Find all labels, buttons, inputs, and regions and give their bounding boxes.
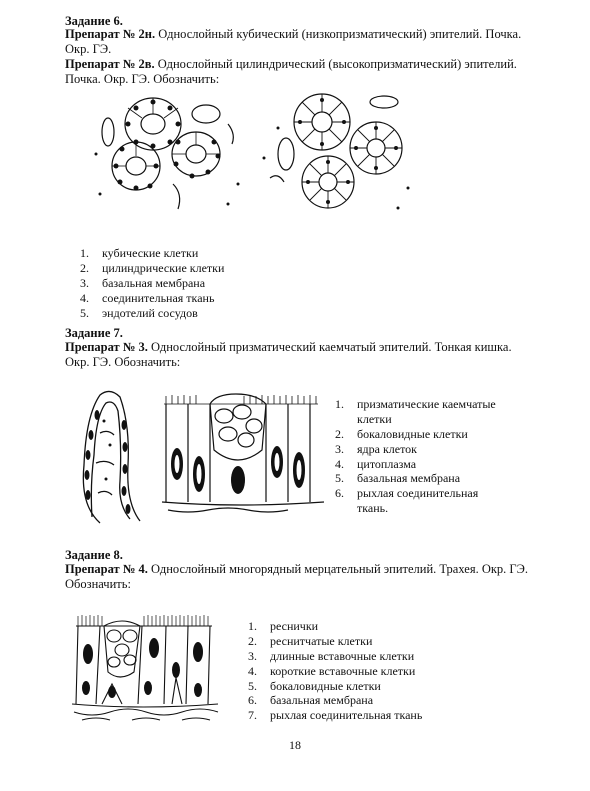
task8-label-item [248,619,422,634]
label-text: бокаловидные клетки [357,426,468,441]
task7-label-item [335,486,507,516]
label-number: 7. [248,708,257,723]
task8-label-item [248,664,422,679]
kidney-cuboidal-epithelium-figure [88,94,248,216]
page-number: 18 [289,738,301,752]
task6-prep1-text: Однослойный кубический (низкопризматический) эпителий. Почка. Окр. ГЭ. [65,27,522,56]
label-text: короткие вставочные клетки [270,663,416,678]
task7-label-item [335,397,507,427]
task7-prep [65,340,535,370]
label-number: 4. [80,290,89,305]
label-text: цитоплазма [357,456,417,471]
task8-label-item [248,634,422,649]
label-number: 6. [335,486,344,501]
task8-label-item [248,693,422,708]
label-number: 1. [80,246,89,260]
label-text: призматические каемчатые клетки [357,397,496,426]
label-text: реснитчатые клетки [270,633,373,648]
intestinal-villus-figure [70,385,150,527]
kidney-columnar-epithelium-figure [258,88,418,216]
label-text: цилиндрические клетки [102,260,225,275]
task6-label-item [80,261,224,276]
task6-prep1-bold: Препарат № 2н. [65,27,156,41]
label-text: ядра клеток [357,441,418,456]
ciliated-epithelium-figure [72,612,222,727]
task8-label-item [248,708,422,723]
task8-label-item [248,679,422,694]
task6-title: Задание 6. [65,14,123,28]
label-text: соединительная ткань [102,290,215,305]
label-text: кубические клетки [102,246,199,260]
label-text: реснички [270,619,319,633]
task6-label-item [80,276,224,291]
label-text: бокаловидные клетки [270,678,381,693]
label-text: базальная мембрана [270,693,374,708]
label-number: 6. [248,693,257,708]
label-number: 3. [80,275,89,290]
label-number: 1. [248,619,257,633]
task8-prep [65,562,535,592]
task7-label-item [335,457,535,472]
task7-label-item [335,427,535,442]
task6-label-item [80,291,224,306]
task6-prep2-text: Однослойный цилиндрический (высокопризматический) эпителий. Почка. Окр. ГЭ. Обозначить: [65,57,517,86]
task6-label-list [80,246,224,320]
label-number: 4. [248,663,257,678]
task6-label-item [80,246,224,261]
label-number: 5. [80,305,89,320]
label-number: 2. [248,633,257,648]
task8-label-item [248,649,422,664]
label-number: 3. [248,648,257,663]
label-text: базальная мембрана [357,471,461,486]
label-number: 5. [248,678,257,693]
task6-prep2-bold: Препарат № 2в. [65,57,155,71]
label-number: 4. [335,456,344,471]
task8-label-list [248,619,422,723]
task7-label-item [335,471,535,486]
task7-prep-text: Однослойный призматический каемчатый эпителий. Тонкая кишка. Окр. ГЭ. Обозначить: [65,340,512,369]
label-number: 3. [335,441,344,456]
label-number: 5. [335,471,344,486]
label-number: 2. [335,426,344,441]
label-text: эндотелий сосудов [102,305,198,320]
label-number: 2. [80,260,89,275]
task6-label-item [80,306,224,321]
task8-title: Задание 8. [65,548,123,562]
task7-prep-bold: Препарат № 3. [65,340,148,354]
label-number: 1. [335,397,344,411]
task7-title: Задание 7. [65,326,123,340]
label-text: рыхлая соединительная ткань. [357,486,479,516]
task6-prep2 [65,57,535,87]
task8-prep-bold: Препарат № 4. [65,562,148,576]
label-text: рыхлая соединительная ткань [270,708,423,723]
task7-label-list [335,397,535,516]
task8-prep-text: Однослойный многорядный мерцательный эпителий. Трахея. Окр. ГЭ. Обозначить: [65,562,529,591]
task7-label-item [335,442,535,457]
label-text: базальная мембрана [102,275,206,290]
task6-prep1 [65,27,535,57]
brush-border-epithelium-figure [158,390,328,518]
label-text: длинные вставочные клетки [270,648,415,663]
